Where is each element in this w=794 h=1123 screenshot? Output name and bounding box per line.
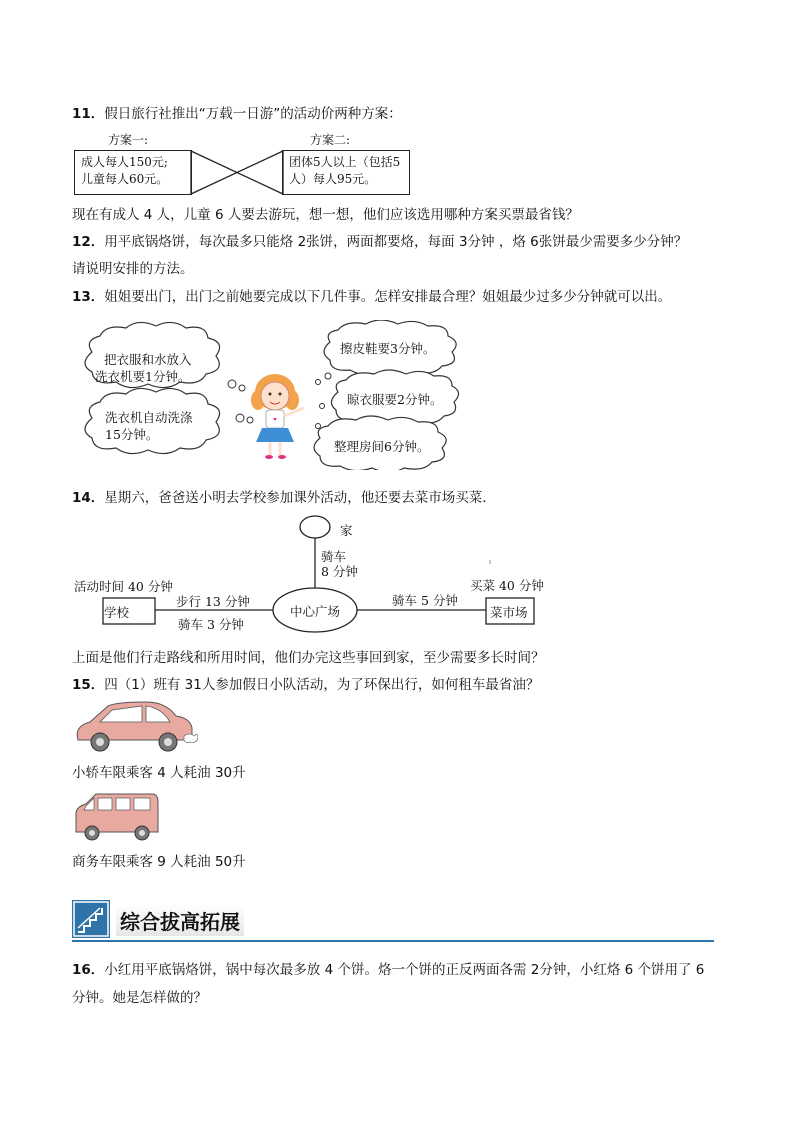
- cloud5-text: 整理房间6分钟。: [334, 439, 430, 454]
- activity-time: 活动时间 40 分钟: [74, 579, 173, 594]
- plan1-box: [74, 150, 192, 195]
- stairs-icon: [72, 900, 110, 938]
- q16-line1: 16．小红用平底锅烙饼，锅中每次最多放 4 个饼。烙一个饼的正反两面各需 2分钟，小红烙 6 个饼用了 6: [72, 962, 705, 978]
- school-label: 学校: [104, 605, 130, 620]
- plan2-title: 方案二:: [310, 133, 351, 147]
- q12-line1: 12．用平底锅烙饼，每次最多只能烙 2张饼，两面都要烙，每面 3分钟 ，烙 6张饼最少需要多少分钟？: [72, 234, 688, 250]
- girl-figure: [251, 374, 304, 459]
- center-label: 中心广场: [290, 604, 341, 619]
- plan1-line2: 儿童每人60元。: [81, 172, 169, 186]
- ride-school-label: 骑车 3 分钟: [178, 617, 244, 632]
- plan2-box: [282, 150, 410, 195]
- q14-text: 14．星期六，爸爸送小明去学校参加课外活动，他还要去菜市场买菜．: [72, 490, 496, 506]
- cloud3-text: 擦皮鞋要3分钟。: [340, 341, 436, 356]
- plan1-line1: 成人每人150元;: [81, 155, 168, 169]
- home-node: [300, 516, 330, 538]
- plan-arrow-cross: [190, 150, 284, 195]
- q11-text: 11．假日旅行社推出“万载一日游”的活动价两种方案：: [72, 106, 402, 122]
- cloud1-line1: 把衣服和水放入: [104, 352, 192, 367]
- buy-label: 买菜 40 分钟: [470, 578, 544, 593]
- cloud4-text: 晾衣服要2分钟。: [347, 392, 443, 407]
- plan1-title: 方案一:: [108, 133, 149, 147]
- market-label: 菜市场: [490, 605, 528, 620]
- cloud2-line2: 15分钟。: [105, 427, 159, 442]
- q15-text: 15．四（1）班有 31人参加假日小队活动，为了环保出行，如何租车最省油？: [72, 677, 540, 693]
- section-title: 综合拔高拓展: [120, 910, 240, 934]
- section-divider: [72, 940, 714, 942]
- car-text: 小轿车限乘客 4 人耗油 30升: [72, 765, 246, 781]
- q13-text: 13．姐姐要出门，出门之前她要完成以下几件事。怎样安排最合理？姐姐最少过多少分钟就可以出。: [72, 289, 672, 305]
- van-icon: [72, 792, 162, 844]
- q14-route-map: [70, 510, 560, 640]
- plan2-line2: 人）每人95元。: [289, 172, 377, 186]
- cloud2-line1: 洗衣机自动洗涤: [105, 410, 193, 425]
- cloud1-line2: 洗衣机要1分钟。: [95, 369, 191, 384]
- ride-market-label: 骑车 5 分钟: [392, 593, 458, 608]
- ride-home-2: 8 分钟: [321, 564, 358, 579]
- q16-line2: 分钟。她是怎样做的？: [72, 990, 207, 1006]
- home-label: 家: [340, 523, 353, 538]
- q11-question: 现在有成人 4 人，儿童 6 人要去游玩，想一想，他们应该选用哪种方案买票最省钱？: [72, 207, 579, 223]
- van-text: 商务车限乘客 9 人耗油 50升: [72, 854, 246, 870]
- car-icon: [72, 700, 198, 755]
- ride-home-1: 骑车: [321, 549, 347, 564]
- q14-question: 上面是他们行走路线和所用时间，他们办完这些事回到家，至少需要多长时间？: [72, 650, 545, 666]
- plan2-line1: 团体5人以上（包括5: [289, 155, 401, 169]
- walk-label: 步行 13 分钟: [176, 594, 250, 609]
- q12-line2: 请说明安排的方法。: [72, 261, 194, 277]
